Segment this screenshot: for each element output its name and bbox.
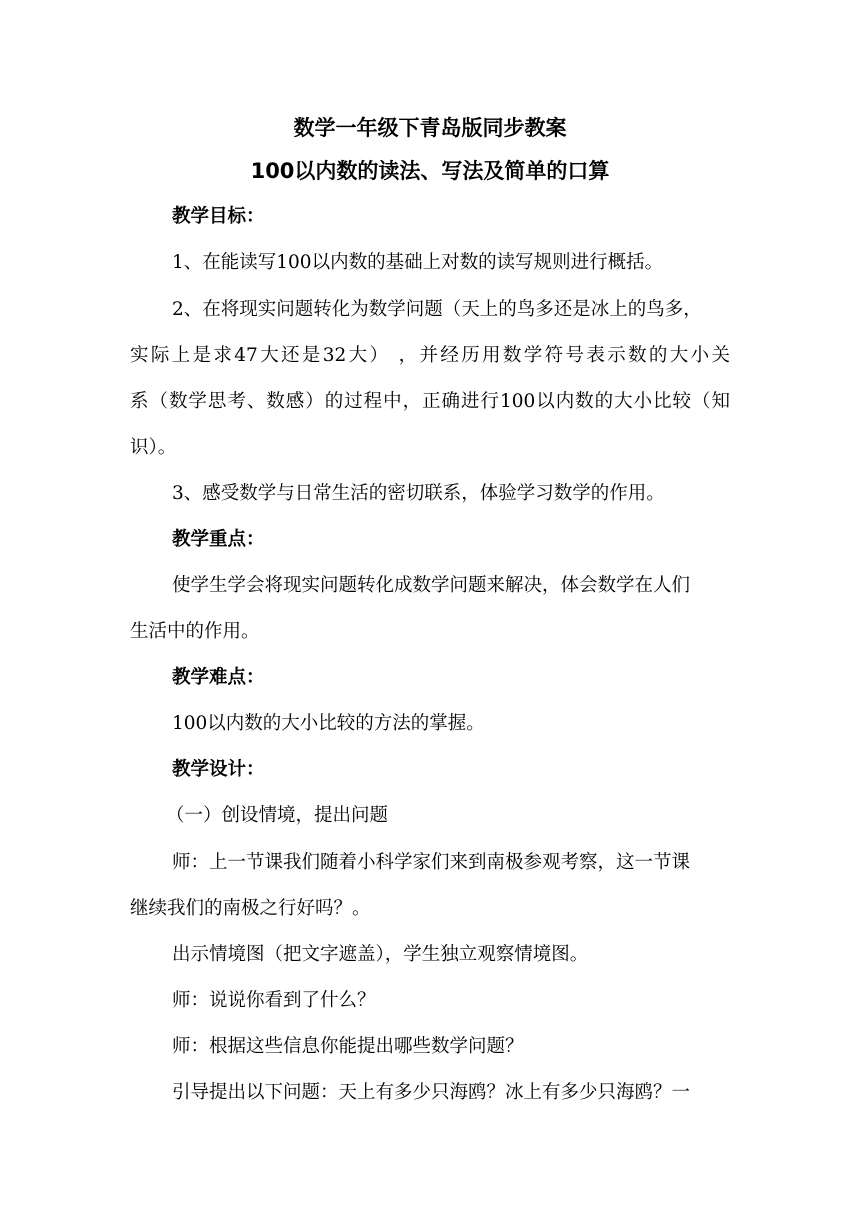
objectives-heading: 教学目标： — [172, 206, 265, 227]
difficulties-line-1: 100以内数的大小比较的方法的掌握。 — [172, 713, 485, 734]
key-points-line-2: 生活中的作用。 — [130, 621, 260, 642]
objective-item-3: 3、感受数学与日常生活的密切联系，体验学习数学的作用。 — [172, 483, 665, 504]
design-paragraph-1-line-1: 师：上一节课我们随着小科学家们来到南极参观考察，这一节课 — [172, 852, 691, 873]
objective-item-1: 1、在能读写100以内数的基础上对数的读写规则进行概括。 — [172, 252, 664, 273]
design-heading: 教学设计： — [172, 759, 265, 780]
design-paragraph-5: 引导提出以下问题：天上有多少只海鸥？冰上有多少只海鸥？一 — [172, 1082, 691, 1103]
document-subtitle: 100以内数的读法、写法及简单的口算 — [250, 159, 610, 183]
design-paragraph-4: 师：根据这些信息你能提出哪些数学问题？ — [172, 1036, 524, 1057]
objective-item-2-line-3: 系（数学思考、数感）的过程中，正确进行100以内数的大小比较（知 — [130, 391, 730, 412]
objective-item-2-line-1: 2、在将现实问题转化为数学问题（天上的鸟多还是冰上的鸟多， — [172, 299, 702, 320]
document-title: 数学一年级下青岛版同步教案 — [293, 116, 567, 140]
design-paragraph-3: 师：说说你看到了什么？ — [172, 990, 376, 1011]
objective-item-2-line-4: 识）。 — [130, 437, 177, 458]
design-section-1-heading: （一）创设情境，提出问题 — [166, 805, 389, 826]
design-paragraph-2: 出示情境图（把文字遮盖），学生独立观察情境图。 — [172, 944, 589, 965]
objective-item-2-line-2: 实际上是求47大还是32大） ，并经历用数学符号表示数的大小关 — [130, 345, 730, 366]
design-paragraph-1-line-2: 继续我们的南极之行好吗？。 — [130, 898, 371, 919]
key-points-heading: 教学重点： — [172, 529, 265, 550]
difficulties-heading: 教学难点： — [172, 667, 265, 688]
key-points-line-1: 使学生学会将现实问题转化成数学问题来解决，体会数学在人们 — [172, 575, 691, 596]
